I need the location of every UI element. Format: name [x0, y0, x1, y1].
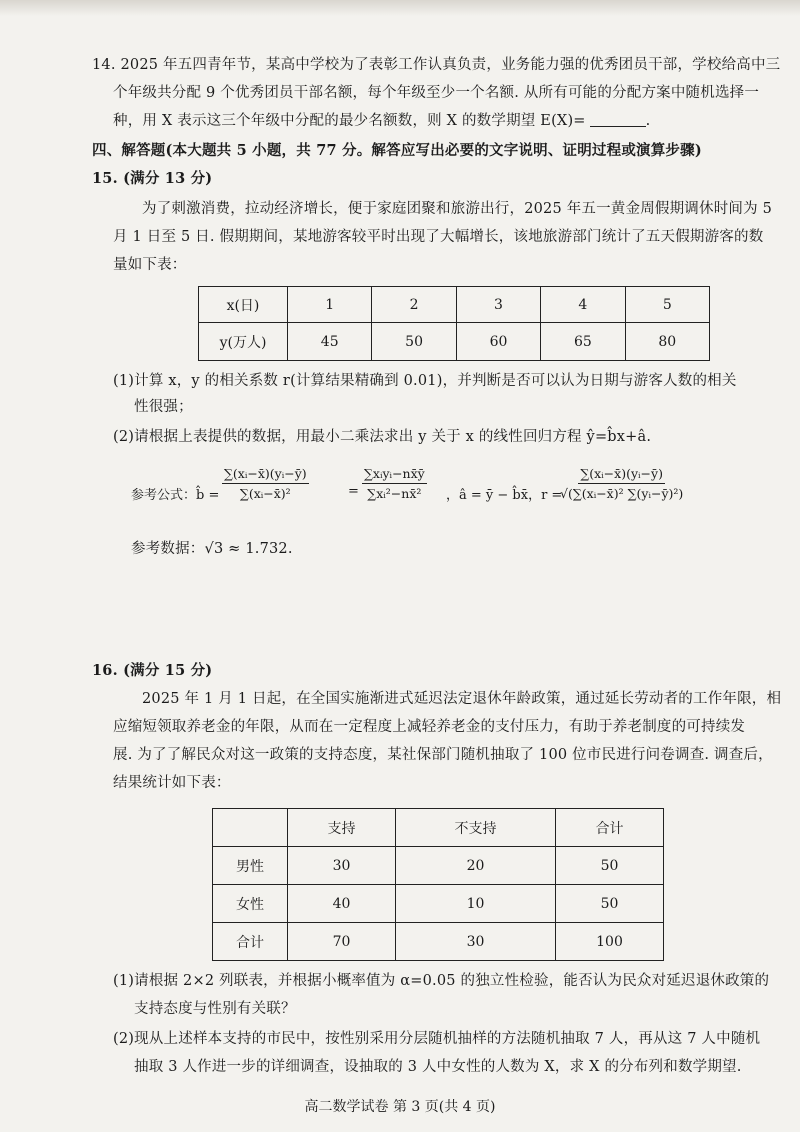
- page-footer: 高二数学试卷 第 3 页(共 4 页): [304, 1099, 496, 1115]
- q16-part1-line1: (1)请根据 2×2 列联表，并根据小概率值为 α=0.05 的独立性检验，能否认为民众对延迟退休政策的: [113, 973, 770, 989]
- q16-cell: 40: [288, 885, 396, 923]
- q16-row-label: 男性: [213, 847, 288, 885]
- q15-y-cell: 80: [625, 323, 709, 361]
- r-formula-fraction: [560, 466, 683, 501]
- q14-line2: 个年级共分配 9 个优秀团员干部名额，每个年级至少一个名额. 从所有可能的分配方案中随机选择一: [113, 85, 760, 101]
- q16-intro3: 展. 为了了解民众对这一政策的支持态度，某社保部门随机抽取了 100 位市民进行问卷调查. 调查后，: [113, 747, 773, 763]
- fraction1-denominator: ∑(xᵢ−x̄)²: [239, 486, 291, 501]
- q15-intro3: 量如下表：: [113, 257, 187, 273]
- q15-y-cell: 50: [372, 323, 456, 361]
- q16-header-cell: 合计: [556, 809, 664, 847]
- q16-row-label: 女性: [213, 885, 288, 923]
- a-formula: ，â = ȳ − b̂x̄，r =: [446, 488, 563, 503]
- q16-header-cell: 不支持: [395, 809, 555, 847]
- q14-line1: 14. 2025 年五四青年节，某高中学校为了表彰工作认真负责，业务能力强的优秀团员干部，学校给高中三: [92, 57, 781, 73]
- q16-cell: 50: [556, 885, 664, 923]
- fraction3-denominator: √(∑(xᵢ−x̄)² ∑(yᵢ−ȳ)²): [560, 486, 684, 501]
- q16-cell: 30: [288, 847, 396, 885]
- q15-part1-line2: 性很强；: [134, 399, 193, 415]
- q15-header: 15. (满分 13 分): [92, 170, 213, 187]
- fraction2-numerator: ∑xᵢyᵢ−nx̄ȳ: [362, 466, 427, 484]
- b-formula-fraction1: [222, 466, 309, 501]
- answer-blank: [590, 112, 646, 127]
- q16-header: 16. (满分 15 分): [92, 662, 213, 679]
- q16-part1-line2: 支持态度与性别有关联？: [134, 1001, 296, 1017]
- q15-y-cell: 45: [288, 323, 372, 361]
- q16-part2-line1: (2)现从上述样本支持的市民中，按性别采用分层随机抽样的方法随机抽取 7 人，再从这 7 人中随机: [113, 1031, 761, 1047]
- q15-x-cell: 5: [625, 287, 709, 323]
- page-top-edge: [0, 0, 800, 16]
- equals-sign: =: [348, 484, 359, 499]
- q16-cell: 50: [556, 847, 664, 885]
- q16-cell: 20: [395, 847, 555, 885]
- q15-row1-label: x(日): [199, 287, 288, 323]
- q15-part1-line1: (1)计算 x，y 的相关系数 r(计算结果精确到 0.01)，并判断是否可以认为日期与游客人数的相关: [113, 373, 737, 389]
- section-4-title: 四、解答题(本大题共 5 小题，共 77 分。解答应写出必要的文字说明、证明过程或演算步骤): [92, 142, 702, 159]
- q16-cell: 70: [288, 923, 396, 961]
- q16-part2-line2: 抽取 3 人作进一步的详细调查，设抽取的 3 人中女性的人数为 X，求 X 的分布列和数学期望.: [134, 1059, 742, 1075]
- q15-x-cell: 2: [372, 287, 456, 323]
- q14-line3: [113, 112, 650, 130]
- q15-y-cell: 60: [456, 323, 540, 361]
- q16-cell: 30: [395, 923, 555, 961]
- q16-cell: 10: [395, 885, 555, 923]
- formula-label: 参考公式：b̂ =: [131, 488, 220, 503]
- fraction3-numerator: ∑(xᵢ−x̄)(yᵢ−ȳ): [578, 466, 665, 484]
- q16-intro1: 2025 年 1 月 1 日起，在全国实施渐进式延迟法定退休年龄政策，通过延长劳动者的工作年限，相: [142, 691, 782, 707]
- q14-line3-text: 种，用 X 表示这三个年级中分配的最少名额数，则 X 的数学期望 E(X)=: [113, 113, 586, 129]
- q14-line3-end: .: [645, 113, 651, 129]
- q15-x-cell: 4: [541, 287, 625, 323]
- q15-row2-label: y(万人): [199, 323, 288, 361]
- q15-y-cell: 65: [541, 323, 625, 361]
- q15-x-cell: 1: [288, 287, 372, 323]
- fraction1-numerator: ∑(xᵢ−x̄)(yᵢ−ȳ): [222, 466, 309, 484]
- q16-intro2: 应缩短领取养老金的年限，从而在一定程度上减轻养老金的支付压力，有助于养老制度的可持续发: [113, 719, 746, 735]
- q16-header-cell: [213, 809, 288, 847]
- q15-data-table: [198, 286, 710, 361]
- q15-intro1: 为了刺激消费，拉动经济增长，便于家庭团聚和旅游出行，2025 年五一黄金周假期调休时间为 5: [142, 201, 773, 217]
- q15-part2: (2)请根据上表提供的数据，用最小二乘法求出 y 关于 x 的线性回归方程 ŷ=b̂x+â.: [113, 429, 652, 445]
- q16-contingency-table: [212, 808, 664, 961]
- fraction2-denominator: ∑xᵢ²−nx̄²: [367, 486, 422, 501]
- q15-intro2: 月 1 日至 5 日. 假期期间，某地游客较平时出现了大幅增长，该地旅游部门统计了五天假期游客的数: [113, 229, 764, 245]
- q15-x-cell: 3: [456, 287, 540, 323]
- q16-header-cell: 支持: [288, 809, 396, 847]
- b-formula-fraction2: [362, 466, 427, 501]
- q16-intro4: 结果统计如下表：: [113, 775, 231, 791]
- q16-row-label: 合计: [213, 923, 288, 961]
- reference-data: 参考数据：√3 ≈ 1.732.: [131, 541, 293, 557]
- q16-cell: 100: [556, 923, 664, 961]
